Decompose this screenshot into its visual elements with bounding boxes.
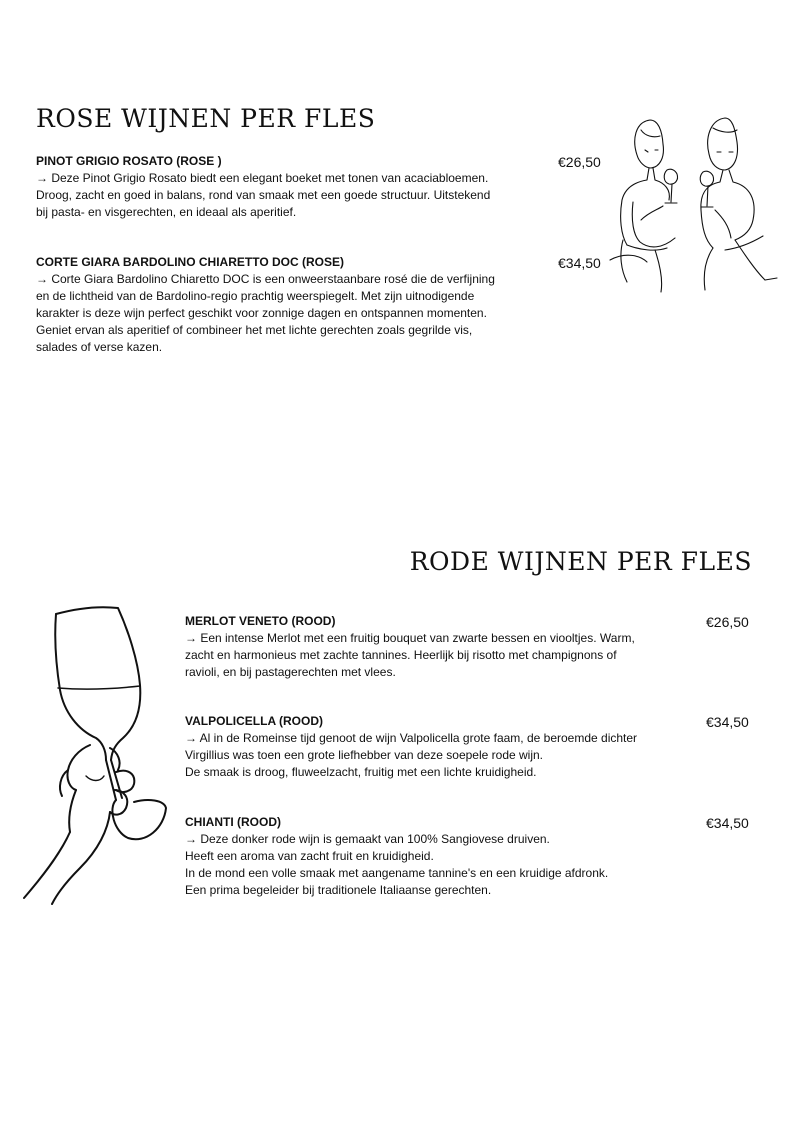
desc-line: en de lichtheid van de Bardolino-regio prachtig weerspiegelt. Met zijn uitnodigende: [36, 289, 475, 303]
desc-line: Heeft een aroma van zacht fruit en kruidigheid.: [185, 849, 434, 863]
item-name: PINOT GRIGIO ROSATO (ROSE ): [36, 154, 222, 168]
item-name: CHIANTI (ROOD): [185, 815, 281, 829]
item-description: [185, 630, 685, 681]
item-price: €34,50: [558, 255, 601, 271]
item-price: €26,50: [706, 614, 749, 630]
desc-line: karakter is deze wijn perfect geschikt voor zonnige dagen en ontspannen momenten.: [36, 306, 487, 320]
item-description: [36, 271, 546, 356]
menu-item-pinot-grigio-rosato: [36, 153, 546, 221]
desc-line: → Al in de Romeinse tijd genoot de wijn Valpolicella grote faam, de beroemde dichter: [185, 731, 638, 745]
desc-line: → Een intense Merlot met een fruitig bouquet van zwarte bessen en viooltjes. Warm,: [185, 631, 635, 645]
desc-line: De smaak is droog, fluweelzacht, fruitig met een lichte kruidigheid.: [185, 765, 537, 779]
item-price: €34,50: [706, 714, 749, 730]
item-name: CORTE GIARA BARDOLINO CHIARETTO DOC (ROSE): [36, 255, 344, 269]
rose-section-title: ROSE WIJNEN PER FLES: [36, 104, 376, 133]
desc-line: salades of verse kazen.: [36, 340, 163, 354]
two-women-toasting-illustration: [605, 110, 780, 295]
desc-line: → Deze Pinot Grigio Rosato biedt een elegant boeket met tonen van acaciabloemen.: [36, 171, 489, 185]
desc-line: Droog, zacht en goed in balans, rond van smaak met een goede structuur. Uitstekend: [36, 188, 491, 202]
item-description: [185, 730, 685, 781]
desc-line: → Deze donker rode wijn is gemaakt van 100% Sangiovese druiven.: [185, 832, 550, 846]
hand-wine-glass-illustration: [18, 600, 178, 905]
desc-line: zacht en harmonieus met zachte tannines. Heerlijk bij risotto met champignons of: [185, 648, 617, 662]
item-name: MERLOT VENETO (ROOD): [185, 614, 336, 628]
desc-line: Een prima begeleider bij traditionele Italiaanse gerechten.: [185, 883, 492, 897]
item-description: [185, 831, 685, 899]
item-name: VALPOLICELLA (ROOD): [185, 714, 323, 728]
rode-section-title: RODE WIJNEN PER FLES: [409, 547, 752, 576]
desc-line: In de mond een volle smaak met aangename tannine's en een kruidige afdronk.: [185, 866, 609, 880]
menu-item-chianti: [185, 814, 685, 899]
menu-item-bardolino-chiaretto: [36, 254, 546, 356]
item-price: €26,50: [558, 154, 601, 170]
menu-item-valpolicella: [185, 713, 685, 781]
item-description: [36, 170, 546, 221]
desc-line: bij pasta- en visgerechten, en ideaal als aperitief.: [36, 205, 297, 219]
desc-line: → Corte Giara Bardolino Chiaretto DOC is een onweerstaanbare rosé die de verfijning: [36, 272, 495, 286]
item-price: €34,50: [706, 815, 749, 831]
menu-item-merlot-veneto: [185, 613, 685, 681]
desc-line: Geniet ervan als aperitief of combineer het met lichte gerechten zoals gegrilde vis,: [36, 323, 473, 337]
desc-line: ravioli, en bij pastagerechten met vlees.: [185, 665, 396, 679]
desc-line: Virgillius was toen een grote liefhebber van deze soepele rode wijn.: [185, 748, 544, 762]
